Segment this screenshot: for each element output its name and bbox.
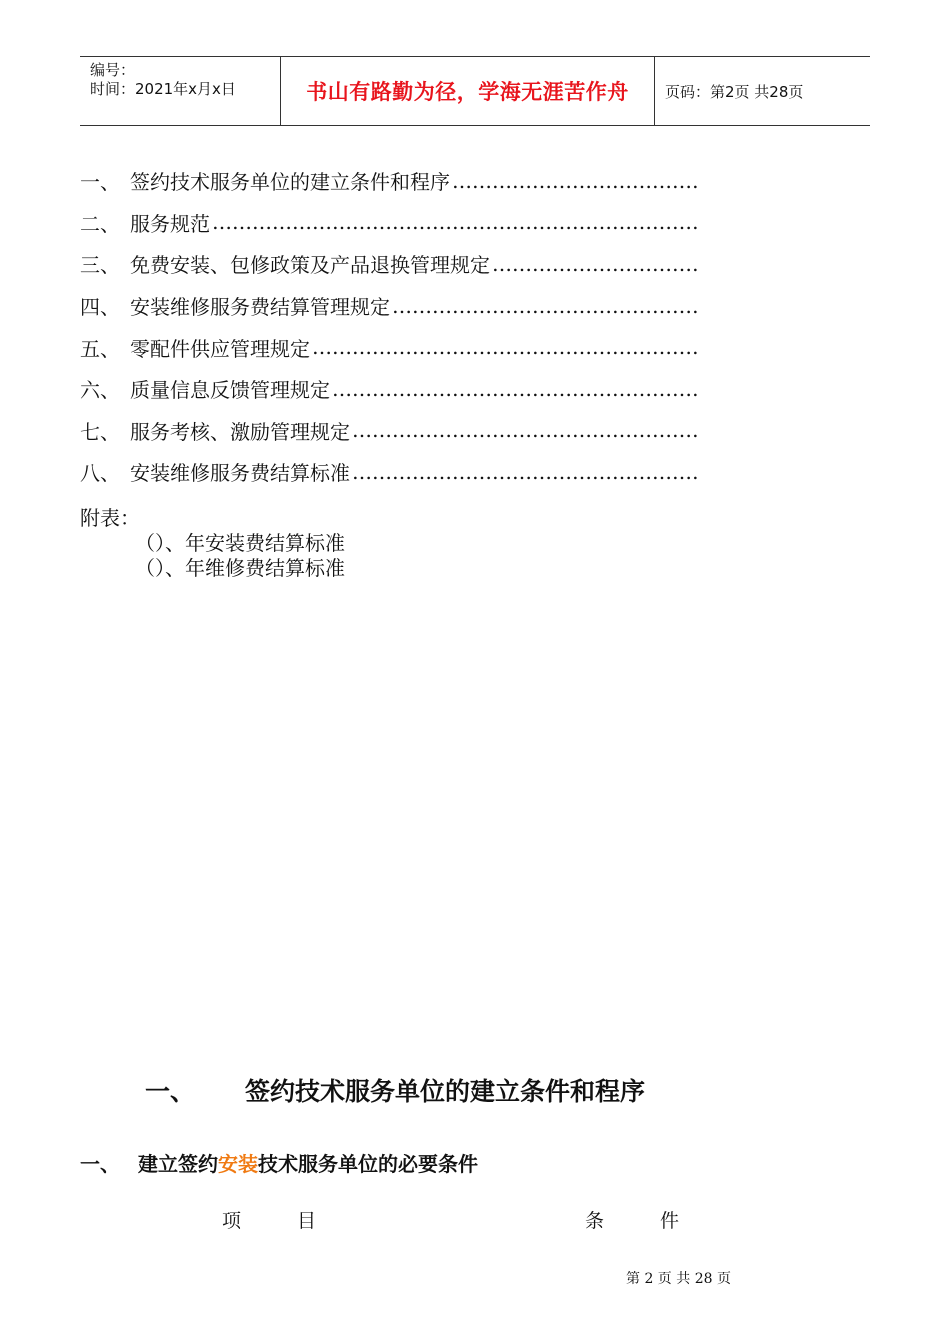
subsection-title-highlight: 安装 xyxy=(218,1152,258,1176)
section-number: 一、 xyxy=(145,1077,196,1106)
toc-leader xyxy=(352,460,700,484)
toc-item xyxy=(80,160,700,202)
section-heading xyxy=(145,1072,845,1108)
toc-item xyxy=(80,410,700,452)
subsection-title-post: 技术服务单位的必要条件 xyxy=(258,1152,478,1176)
toc-leader xyxy=(452,169,700,193)
toc-item-number: 六、 xyxy=(80,378,120,403)
toc-leader xyxy=(492,252,700,276)
toc-item xyxy=(80,202,700,244)
subsection-title-pre: 建立签约 xyxy=(138,1152,218,1176)
toc-item-text: 零配件供应管理规定 xyxy=(130,336,310,361)
toc-item-text: 质量信息反馈管理规定 xyxy=(130,378,330,403)
document-header xyxy=(80,56,870,126)
toc-item-text: 服务规范 xyxy=(130,211,210,236)
toc-item-text: 免费安装、包修政策及产品退换管理规定 xyxy=(130,253,490,278)
toc-leader xyxy=(392,294,700,318)
toc-item-number: 八、 xyxy=(80,461,120,486)
header-number-label: 编号： xyxy=(90,61,136,79)
appendix-item: （）、年维修费结算标准 xyxy=(135,556,345,580)
toc-leader xyxy=(212,210,700,234)
toc-item-number: 七、 xyxy=(80,419,120,444)
toc-item-number: 四、 xyxy=(80,295,120,320)
toc-item-text: 安装维修服务费结算标准 xyxy=(130,461,350,486)
toc-item xyxy=(80,243,700,285)
toc-item-number: 三、 xyxy=(80,253,120,278)
table-of-contents xyxy=(80,160,700,493)
toc-item xyxy=(80,285,700,327)
toc-item-text: 安装维修服务费结算管理规定 xyxy=(130,295,390,320)
table-header-item: 项目 xyxy=(222,1210,373,1232)
appendix-label: 附表： xyxy=(80,506,140,530)
toc-item-text: 服务考核、激励管理规定 xyxy=(130,419,350,444)
toc-leader xyxy=(312,335,700,359)
toc-item-number: 五、 xyxy=(80,336,120,361)
toc-item-text: 签约技术服务单位的建立条件和程序 xyxy=(130,170,450,195)
toc-item-number: 二、 xyxy=(80,211,120,236)
header-meta xyxy=(80,57,280,125)
table-header-condition: 条件 xyxy=(585,1210,736,1232)
subsection-number: 一、 xyxy=(80,1152,120,1176)
page-footer: 第 2 页 共 28 页 xyxy=(626,1271,731,1287)
toc-item xyxy=(80,451,700,493)
appendix-item: （）、年安装费结算标准 xyxy=(135,531,345,555)
toc-item-number: 一、 xyxy=(80,170,120,195)
toc-item xyxy=(80,326,700,368)
subsection-heading xyxy=(80,1148,478,1177)
toc-leader xyxy=(332,377,700,401)
header-page-info: 页码：第2页 共28页 xyxy=(665,82,804,101)
toc-leader xyxy=(352,418,700,442)
header-time-label: 时间：2021年x月x日 xyxy=(90,80,236,98)
header-motto: 书山有路勤为径，学海无涯苦作舟 xyxy=(280,57,655,125)
section-title: 签约技术服务单位的建立条件和程序 xyxy=(245,1077,646,1106)
appendix-block xyxy=(80,506,345,581)
toc-item xyxy=(80,368,700,410)
